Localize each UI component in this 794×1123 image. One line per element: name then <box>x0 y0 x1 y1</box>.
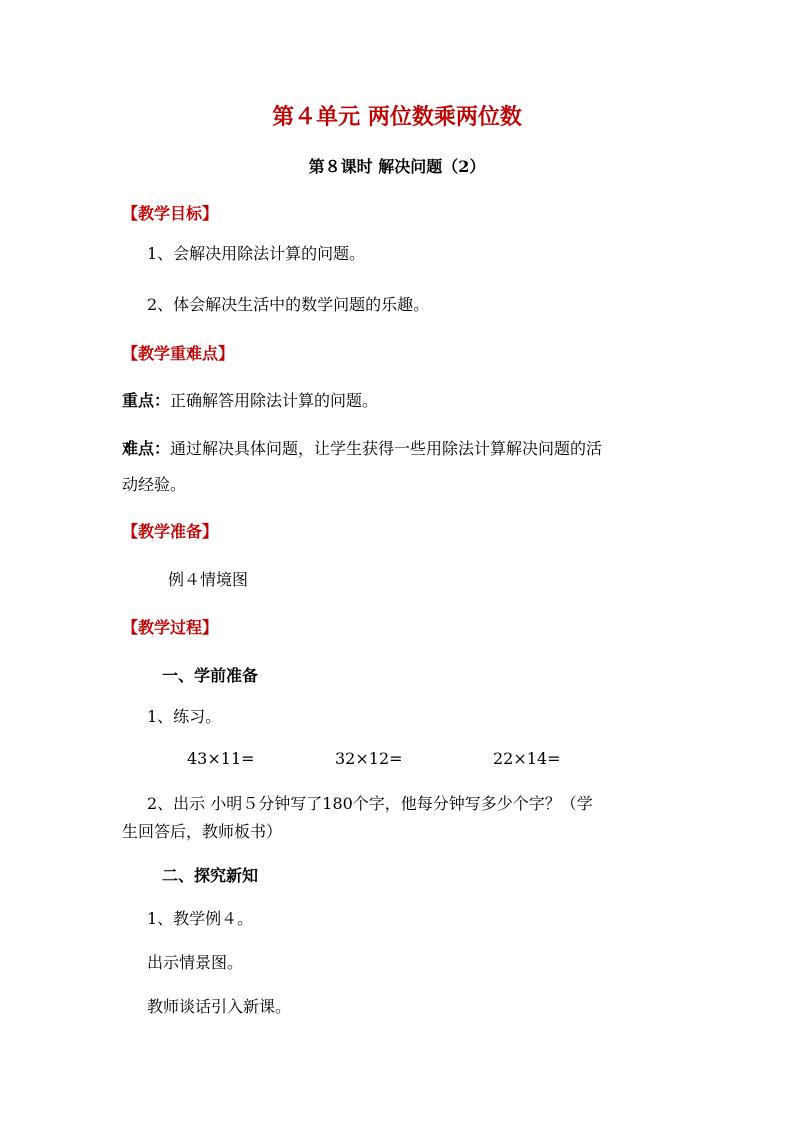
difficult-point-label: 难点： <box>122 439 171 458</box>
process-item-example: 1、教学例４。 <box>147 909 254 928</box>
process-item-show-2: 生回答后，教师板书） <box>122 822 283 841</box>
section-heading-process: 【教学过程】 <box>122 618 219 637</box>
goal-item-1: 1、会解决用除法计算的问题。 <box>147 244 366 263</box>
process-part-2-heading: 二、探究新知 <box>162 866 259 885</box>
difficult-point-text-1: 通过解决具体问题，让学生获得一些用除法计算解决问题的活 <box>170 439 603 458</box>
key-point-text: 正确解答用除法计算的问题。 <box>170 391 379 410</box>
process-item-practice: 1、练习。 <box>147 707 222 726</box>
section-heading-goals: 【教学目标】 <box>122 204 219 223</box>
lesson-subtitle: 第８课时 解决问题（2） <box>308 157 486 176</box>
process-item-show-1: 2、出示 小明５分钟写了180个字，他每分钟写多少个字？（学 <box>147 794 593 813</box>
goal-item-2: 2、体会解决生活中的数学问题的乐趣。 <box>147 295 430 314</box>
process-item-scene: 出示情景图。 <box>147 953 244 972</box>
difficult-point-text-2: 动经验。 <box>122 475 187 494</box>
preparation-text: 例４情境图 <box>168 570 249 589</box>
process-part-1-heading: 一、学前准备 <box>162 666 259 685</box>
difficult-point-line <box>122 438 602 460</box>
exercise-3: 22×14= <box>493 749 561 768</box>
key-point-line <box>122 390 378 412</box>
key-point-label: 重点： <box>122 391 171 410</box>
exercise-2: 32×12= <box>335 749 403 768</box>
section-heading-preparation: 【教学准备】 <box>122 522 219 541</box>
section-heading-key-points: 【教学重难点】 <box>122 344 235 363</box>
document-title: 第４单元 两位数乘两位数 <box>272 104 522 130</box>
exercise-1: 43×11= <box>187 749 255 768</box>
process-item-intro: 教师谈话引入新课。 <box>147 997 292 1016</box>
